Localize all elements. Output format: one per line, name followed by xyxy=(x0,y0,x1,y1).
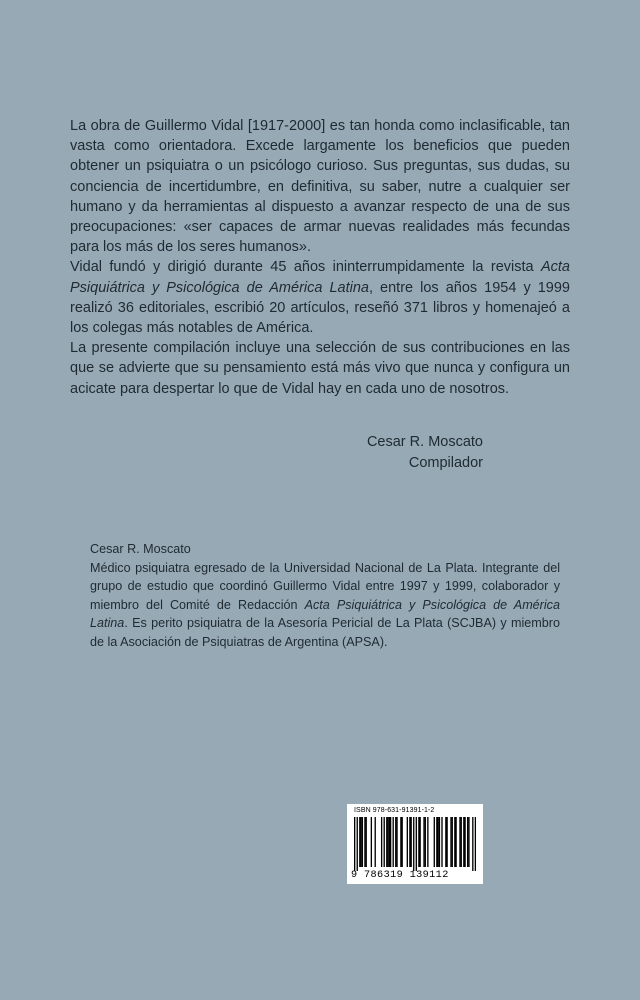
barcode-bar xyxy=(437,817,438,867)
barcode-bar xyxy=(386,817,387,867)
barcode-bar xyxy=(419,817,420,867)
barcode-bar xyxy=(362,817,363,867)
barcode-bar xyxy=(366,817,367,867)
barcode-bar xyxy=(418,817,419,867)
barcode-bar xyxy=(452,817,453,867)
barcode-bar xyxy=(446,817,447,867)
barcode-bar xyxy=(464,817,465,867)
barcode-bar xyxy=(387,817,388,867)
barcode-bar xyxy=(360,817,361,867)
journal-paragraph xyxy=(70,257,570,338)
barcode-bar xyxy=(439,817,440,867)
ean-digits: 9 786319 139112 xyxy=(351,870,449,881)
barcode-bars xyxy=(354,817,476,871)
barcode-bar xyxy=(357,817,358,871)
journal-paragraph-start: Vidal fundó y dirigió durante 45 años ininterrumpidamente la revista xyxy=(70,259,541,276)
barcode-bar xyxy=(436,817,437,867)
barcode-bar xyxy=(381,817,382,867)
barcode-bar xyxy=(364,817,365,867)
barcode-bar xyxy=(409,817,410,867)
barcode-bar xyxy=(413,817,414,871)
barcode-bar xyxy=(400,817,401,867)
bio-text-start: Médico psiquiatra egresado de la Universidad Nacional de La Plata. Integrante del grupo de estudio que coordinó Guillermo Vidal entre 1997 y 1999, colaborador y miembro del Comité de Redacción xyxy=(90,560,560,612)
barcode-bar xyxy=(390,817,391,867)
barcode-bar xyxy=(450,817,451,867)
signature-role: Compilador xyxy=(408,455,483,471)
barcode-bar xyxy=(396,817,397,867)
signature-block xyxy=(367,432,483,474)
bio-text-end: . Es perito psiquiatra de la Asesoría Pericial de La Plata (SCJBA) y miembro de la Asociación de Psiquiatras de Argentina (APSA). xyxy=(90,616,560,649)
barcode-bar xyxy=(468,817,469,867)
barcode-bar xyxy=(467,817,468,867)
barcode-bar xyxy=(389,817,390,867)
barcode-bar xyxy=(459,817,460,867)
barcode-bar xyxy=(425,817,426,867)
barcode-bar xyxy=(472,817,473,871)
barcode-bar xyxy=(455,817,456,867)
barcode-bar xyxy=(354,817,355,871)
compilation-text: La presente compilación incluye una selección de sus contribuciones en las que se advierte que su pensamiento está más vivo que nunca y configura un acicate para despertar lo que de Vidal hay en cada uno de nosotros. xyxy=(70,340,570,397)
barcode-bar xyxy=(441,817,442,867)
barcode-bar xyxy=(407,817,408,867)
barcode-bar xyxy=(393,817,394,867)
intro-text: La obra de Guillermo Vidal [1917-2000] es tan honda como inclasificable, tan vasta como orientadora. Excede largamente los beneficios que pueden obtener un psiquiatra o un psicólogo curioso. Sus preguntas, sus dudas, su conciencia de incertidumbre, en definitiva, su saber, nutre a cualquier ser humano y da herramientas al dispuesto a avanzar respecto de una de sus preocupaciones: «ser capaces de armar nuevas realidades más fecundas para los más de los seres humanos». xyxy=(70,118,570,256)
barcode-bar xyxy=(395,817,396,867)
intro-paragraph xyxy=(70,116,570,257)
barcode-bar xyxy=(463,817,464,867)
back-cover-text xyxy=(70,116,570,399)
barcode-bar xyxy=(375,817,376,867)
barcode-bar xyxy=(434,817,435,867)
bio-text xyxy=(90,559,560,652)
author-bio xyxy=(90,540,560,652)
barcode-bar xyxy=(445,817,446,867)
journal-title: Acta Psiquiátrica y Psicológica de América Latina xyxy=(70,259,570,296)
barcode-bar xyxy=(402,817,403,867)
bio-name: Cesar R. Moscato xyxy=(90,542,191,556)
barcode-bar xyxy=(384,817,385,867)
barcode-bar xyxy=(416,817,417,871)
compilation-paragraph xyxy=(70,338,570,399)
barcode-bar xyxy=(423,817,424,867)
journal-paragraph-end: , entre los años 1954 y 1999 realizó 36 editoriales, escribió 20 artículos, reseñó 371 libros y homenajeó a los colegas más notables de América. xyxy=(70,279,570,337)
barcode-bar xyxy=(371,817,372,867)
barcode-bar xyxy=(359,817,360,867)
barcode-bar xyxy=(427,817,428,867)
barcode-bar xyxy=(475,817,476,871)
isbn-barcode xyxy=(347,804,483,884)
barcode-bar xyxy=(461,817,462,867)
bio-journal-title: Acta Psiquiátrica y Psicológica de América Latina xyxy=(90,597,560,631)
isbn-label: ISBN 978-631-91391-1-2 xyxy=(354,807,435,814)
barcode-bar xyxy=(454,817,455,867)
barcode-bar xyxy=(411,817,412,867)
signature-name: Cesar R. Moscato xyxy=(366,434,483,450)
